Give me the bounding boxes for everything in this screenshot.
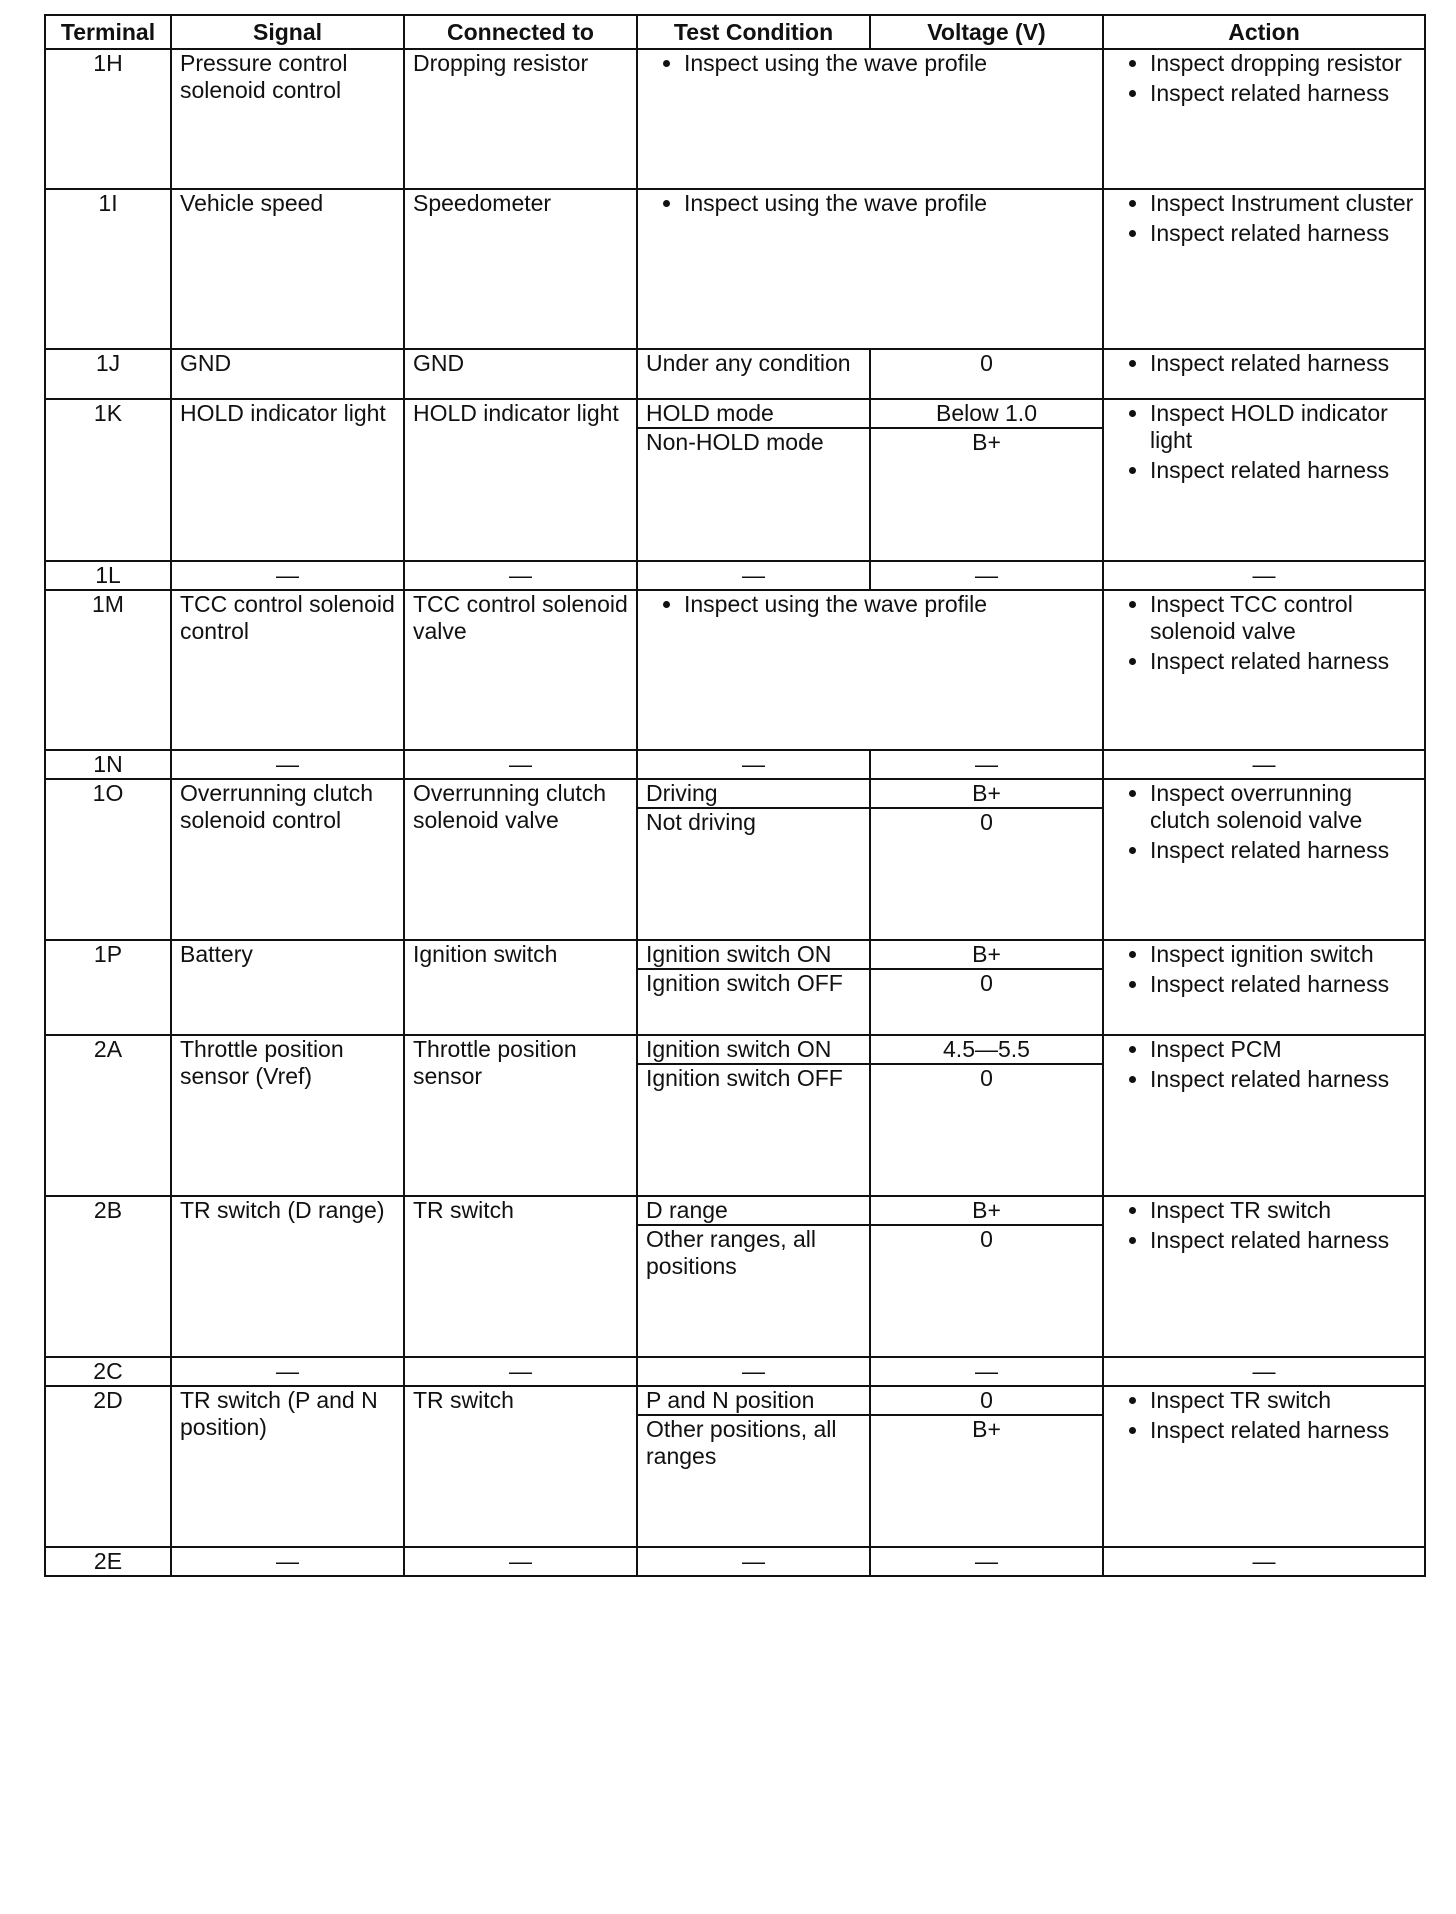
list-item: • Inspect overrunning clutch solenoid valve: [1150, 780, 1416, 834]
list-item: • Inspect PCM: [1150, 1036, 1416, 1063]
action-cell: [1103, 1035, 1425, 1196]
signal-cell: Battery: [171, 940, 404, 1035]
test-condition-cell: Driving: [637, 779, 870, 808]
connected-to-cell: —: [404, 1357, 637, 1386]
test-condition-list: [646, 50, 1094, 77]
terminal-cell: 1M: [45, 590, 171, 750]
connected-to-cell: Throttle position sensor: [404, 1035, 637, 1196]
header-voltage: Voltage (V): [870, 15, 1103, 49]
list-item: • Inspect related harness: [1150, 457, 1416, 484]
list-item: • Inspect TCC control solenoid valve: [1150, 591, 1416, 645]
test-condition-cell: —: [637, 1547, 870, 1576]
signal-cell: Overrunning clutch solenoid control: [171, 779, 404, 940]
action-list: [1112, 1036, 1416, 1093]
terminal-cell: 1P: [45, 940, 171, 1035]
list-item: • Inspect using the wave profile: [684, 190, 1094, 217]
action-cell: [1103, 49, 1425, 189]
connected-to-cell: Dropping resistor: [404, 49, 637, 189]
test-condition-cell: Ignition switch ON: [637, 940, 870, 969]
connected-to-cell: TR switch: [404, 1196, 637, 1357]
test-condition-cell: Other positions, all ranges: [637, 1415, 870, 1547]
table-row: [45, 49, 1425, 189]
voltage-cell: B+: [870, 1196, 1103, 1225]
list-item: • Inspect dropping resistor: [1150, 50, 1416, 77]
voltage-cell: 4.5—5.5: [870, 1035, 1103, 1064]
signal-cell: Pressure control solenoid control: [171, 49, 404, 189]
terminal-cell: 2C: [45, 1357, 171, 1386]
action-list: [1112, 400, 1416, 484]
signal-cell: —: [171, 1357, 404, 1386]
terminal-cell: 2B: [45, 1196, 171, 1357]
list-item: • Inspect related harness: [1150, 1066, 1416, 1093]
table-row: [45, 1357, 1425, 1386]
list-item: • Inspect TR switch: [1150, 1197, 1416, 1224]
header-row: [45, 15, 1425, 49]
test-condition-cell: —: [637, 561, 870, 590]
action-cell: [1103, 940, 1425, 1035]
action-cell: —: [1103, 1547, 1425, 1576]
terminal-cell: 1H: [45, 49, 171, 189]
test-condition-cell: Other ranges, all positions: [637, 1225, 870, 1357]
voltage-cell: 0: [870, 1064, 1103, 1196]
action-cell: [1103, 590, 1425, 750]
terminal-cell: 1O: [45, 779, 171, 940]
header-signal: Signal: [171, 15, 404, 49]
table-row: [45, 1196, 1425, 1225]
test-condition-cell: Ignition switch ON: [637, 1035, 870, 1064]
terminal-cell: 1K: [45, 399, 171, 561]
connected-to-cell: TR switch: [404, 1386, 637, 1547]
voltage-cell: B+: [870, 779, 1103, 808]
voltage-cell: —: [870, 1547, 1103, 1576]
action-list: [1112, 50, 1416, 107]
test-condition-cell: —: [637, 1357, 870, 1386]
test-condition-cell: Not driving: [637, 808, 870, 940]
connected-to-cell: HOLD indicator light: [404, 399, 637, 561]
list-item: • Inspect related harness: [1150, 1417, 1416, 1444]
action-cell: —: [1103, 1357, 1425, 1386]
table-row: [45, 561, 1425, 590]
list-item: • Inspect related harness: [1150, 648, 1416, 675]
table-row: [45, 750, 1425, 779]
signal-cell: —: [171, 750, 404, 779]
header-action: Action: [1103, 15, 1425, 49]
connected-to-cell: Ignition switch: [404, 940, 637, 1035]
action-cell: —: [1103, 750, 1425, 779]
terminal-cell: 2D: [45, 1386, 171, 1547]
action-cell: [1103, 1386, 1425, 1547]
action-list: [1112, 591, 1416, 675]
connected-to-cell: TCC control solenoid valve: [404, 590, 637, 750]
connected-to-cell: Overrunning clutch solenoid valve: [404, 779, 637, 940]
signal-cell: TR switch (P and N position): [171, 1386, 404, 1547]
list-item: • Inspect using the wave profile: [684, 50, 1094, 77]
list-item: • Inspect related harness: [1150, 1227, 1416, 1254]
list-item: • Inspect related harness: [1150, 837, 1416, 864]
signal-cell: TCC control solenoid control: [171, 590, 404, 750]
list-item: • Inspect ignition switch: [1150, 941, 1416, 968]
table-row: [45, 1386, 1425, 1415]
test-condition-cell: Ignition switch OFF: [637, 1064, 870, 1196]
voltage-cell: B+: [870, 428, 1103, 561]
signal-cell: —: [171, 561, 404, 590]
test-condition-cell: Under any condition: [637, 349, 870, 399]
voltage-cell: 0: [870, 808, 1103, 940]
test-condition-cell: —: [637, 750, 870, 779]
connected-to-cell: —: [404, 561, 637, 590]
action-cell: —: [1103, 561, 1425, 590]
action-list: [1112, 780, 1416, 864]
voltage-cell: —: [870, 750, 1103, 779]
test-condition-cell: Non-HOLD mode: [637, 428, 870, 561]
signal-cell: Vehicle speed: [171, 189, 404, 349]
terminal-voltage-table: [44, 14, 1426, 1577]
action-cell: [1103, 189, 1425, 349]
terminal-cell: 1J: [45, 349, 171, 399]
test-condition-cell: [637, 189, 1103, 349]
action-list: [1112, 190, 1416, 247]
voltage-cell: 0: [870, 1225, 1103, 1357]
action-list: [1112, 350, 1416, 377]
voltage-cell: B+: [870, 940, 1103, 969]
signal-cell: TR switch (D range): [171, 1196, 404, 1357]
test-condition-cell: Ignition switch OFF: [637, 969, 870, 1035]
test-condition-cell: P and N position: [637, 1386, 870, 1415]
signal-cell: HOLD indicator light: [171, 399, 404, 561]
test-condition-list: [646, 190, 1094, 217]
list-item: • Inspect HOLD indicator light: [1150, 400, 1416, 454]
table-row: [45, 399, 1425, 428]
terminal-cell: 2E: [45, 1547, 171, 1576]
voltage-cell: B+: [870, 1415, 1103, 1547]
signal-cell: GND: [171, 349, 404, 399]
list-item: • Inspect related harness: [1150, 971, 1416, 998]
terminal-cell: 2A: [45, 1035, 171, 1196]
action-cell: [1103, 399, 1425, 561]
header-test-condition: Test Condition: [637, 15, 870, 49]
action-cell: [1103, 779, 1425, 940]
connected-to-cell: —: [404, 750, 637, 779]
table-row: [45, 1547, 1425, 1576]
table-row: [45, 590, 1425, 750]
list-item: • Inspect TR switch: [1150, 1387, 1416, 1414]
signal-cell: —: [171, 1547, 404, 1576]
header-connected-to: Connected to: [404, 15, 637, 49]
terminal-cell: 1I: [45, 189, 171, 349]
terminal-cell: 1L: [45, 561, 171, 590]
voltage-cell: 0: [870, 969, 1103, 1035]
voltage-cell: —: [870, 561, 1103, 590]
table-row: [45, 1035, 1425, 1064]
list-item: • Inspect related harness: [1150, 220, 1416, 247]
list-item: • Inspect Instrument cluster: [1150, 190, 1416, 217]
table-row: [45, 189, 1425, 349]
action-list: [1112, 1197, 1416, 1254]
test-condition-list: [646, 591, 1094, 618]
header-terminal: Terminal: [45, 15, 171, 49]
connected-to-cell: Speedometer: [404, 189, 637, 349]
table-row: [45, 779, 1425, 808]
voltage-cell: —: [870, 1357, 1103, 1386]
table-row: [45, 349, 1425, 399]
voltage-cell: Below 1.0: [870, 399, 1103, 428]
action-cell: [1103, 349, 1425, 399]
test-condition-cell: D range: [637, 1196, 870, 1225]
action-list: [1112, 1387, 1416, 1444]
action-cell: [1103, 1196, 1425, 1357]
test-condition-cell: [637, 590, 1103, 750]
terminal-cell: 1N: [45, 750, 171, 779]
voltage-cell: 0: [870, 349, 1103, 399]
signal-cell: Throttle position sensor (Vref): [171, 1035, 404, 1196]
list-item: • Inspect related harness: [1150, 80, 1416, 107]
action-list: [1112, 941, 1416, 998]
test-condition-cell: [637, 49, 1103, 189]
connected-to-cell: GND: [404, 349, 637, 399]
list-item: • Inspect related harness: [1150, 350, 1416, 377]
test-condition-cell: HOLD mode: [637, 399, 870, 428]
voltage-cell: 0: [870, 1386, 1103, 1415]
table-body: [45, 49, 1425, 1576]
connected-to-cell: —: [404, 1547, 637, 1576]
list-item: • Inspect using the wave profile: [684, 591, 1094, 618]
table-row: [45, 940, 1425, 969]
